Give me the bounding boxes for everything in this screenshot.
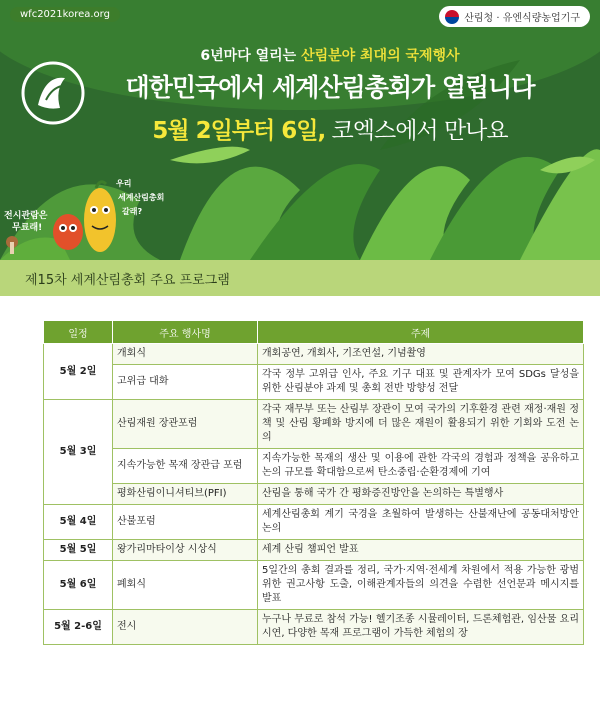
topic-cell: 산림을 통해 국가 간 평화증진방안을 논의하는 특별행사 <box>258 484 584 505</box>
date-cell: 5월 2일 <box>44 344 113 400</box>
topic-cell: 세계산림총회 계기 국경을 초월하여 발생하는 산불재난에 공동대처방안 논의 <box>258 505 584 540</box>
mascot-right-speech: 우리 <box>116 179 132 188</box>
banner-subtitle <box>90 45 570 65</box>
topic-cell: 개회공연, 개회사, 기조연설, 기념촬영 <box>258 344 584 365</box>
header-event: 주요 행사명 <box>113 321 258 344</box>
subtitle-highlight: 산림분야 최대의 국제행사 <box>301 48 460 64</box>
subtitle-prefix: 6년마다 열리는 <box>200 48 302 64</box>
event-banner <box>0 0 600 260</box>
program-table <box>43 320 584 645</box>
event-cell: 왕가리마타이상 시상식 <box>113 540 258 561</box>
header-date: 일정 <box>44 321 113 344</box>
mascot-right-speech-3: 갈래? <box>122 207 143 216</box>
banner-date-line <box>90 112 570 145</box>
table-row <box>44 400 584 449</box>
date-highlight: 5월 2일부터 6일, <box>152 118 326 144</box>
event-cell: 고위급 대화 <box>113 365 258 400</box>
event-cell: 지속가능한 목재 장관급 포럼 <box>113 449 258 484</box>
topic-cell: 각국 정부 고위급 인사, 주요 기구 대표 및 관계자가 모여 SDGs 달성을 위한 산림분야 과제 및 총회 전반 방향성 전달 <box>258 365 584 400</box>
program-title-band <box>0 260 600 296</box>
event-cell: 개회식 <box>113 344 258 365</box>
table-row <box>44 505 584 540</box>
korea-emblem-icon <box>445 10 459 24</box>
organizer-badge <box>439 6 590 27</box>
table-row <box>44 365 584 400</box>
banner-headline: 대한민국에서 세계산림총회가 열립니다 <box>125 73 535 102</box>
table-row <box>44 610 584 645</box>
topic-cell: 누구나 무료로 참석 가능! 헬기조종 시뮬레이터, 드론체험관, 임산물 요리 시연, 다양한 목재 프로그램이 가득한 체험의 장 <box>258 610 584 645</box>
date-cell: 5월 5일 <box>44 540 113 561</box>
event-cell: 폐회식 <box>113 561 258 610</box>
venue-text: 코엑스에서 만나요 <box>325 118 508 144</box>
header-topic: 주제 <box>258 321 584 344</box>
program-title: 제15차 세계산림총회 주요 프로그램 <box>25 273 230 288</box>
date-cell: 5월 3일 <box>44 400 113 505</box>
website-url[interactable]: wfc2021korea.org <box>10 7 120 22</box>
date-cell: 5월 4일 <box>44 505 113 540</box>
organizer-text: 산림청 · 유엔식량농업기구 <box>464 13 580 24</box>
event-cell: 산림재원 장관포럼 <box>113 400 258 449</box>
table-header-row <box>44 321 584 344</box>
date-cell: 5월 6일 <box>44 561 113 610</box>
topic-cell: 세계 산림 챔피언 발표 <box>258 540 584 561</box>
event-cell: 평화산림이니셔티브(PFI) <box>113 484 258 505</box>
topic-cell: 5일간의 총회 결과를 정리, 국가·지역·전세계 차원에서 적용 가능한 광범위한 권고사항 도출, 이해관계자들의 의견을 수렴한 선언문과 메시지를 발표 <box>258 561 584 610</box>
table-row <box>44 561 584 610</box>
event-cell: 전시 <box>113 610 258 645</box>
mascot-characters <box>0 160 170 260</box>
event-cell: 산불포럼 <box>113 505 258 540</box>
topic-cell: 지속가능한 목재의 생산 및 이용에 관한 각국의 경험과 정책을 공유하고 논의 규모를 확대함으로써 탄소중립·순환경제에 기여 <box>258 449 584 484</box>
topic-cell: 각국 재무부 또는 산림부 장관이 모여 국가의 기후환경 관련 재정·재원 정책 및 산림 황폐화 방지에 더 많은 재원이 활용되기 위한 기회와 도전 논의 <box>258 400 584 449</box>
mascot-left-speech-2: 무료래! <box>12 223 43 233</box>
table-row <box>44 449 584 484</box>
table-row <box>44 344 584 365</box>
mascot-left-speech: 전시관람은 <box>4 211 48 221</box>
date-cell: 5월 2-6일 <box>44 610 113 645</box>
table-row <box>44 484 584 505</box>
mascot-right-speech-2: 세계산림총회 <box>118 193 165 202</box>
table-row <box>44 540 584 561</box>
wfc-logo-icon <box>20 60 86 126</box>
